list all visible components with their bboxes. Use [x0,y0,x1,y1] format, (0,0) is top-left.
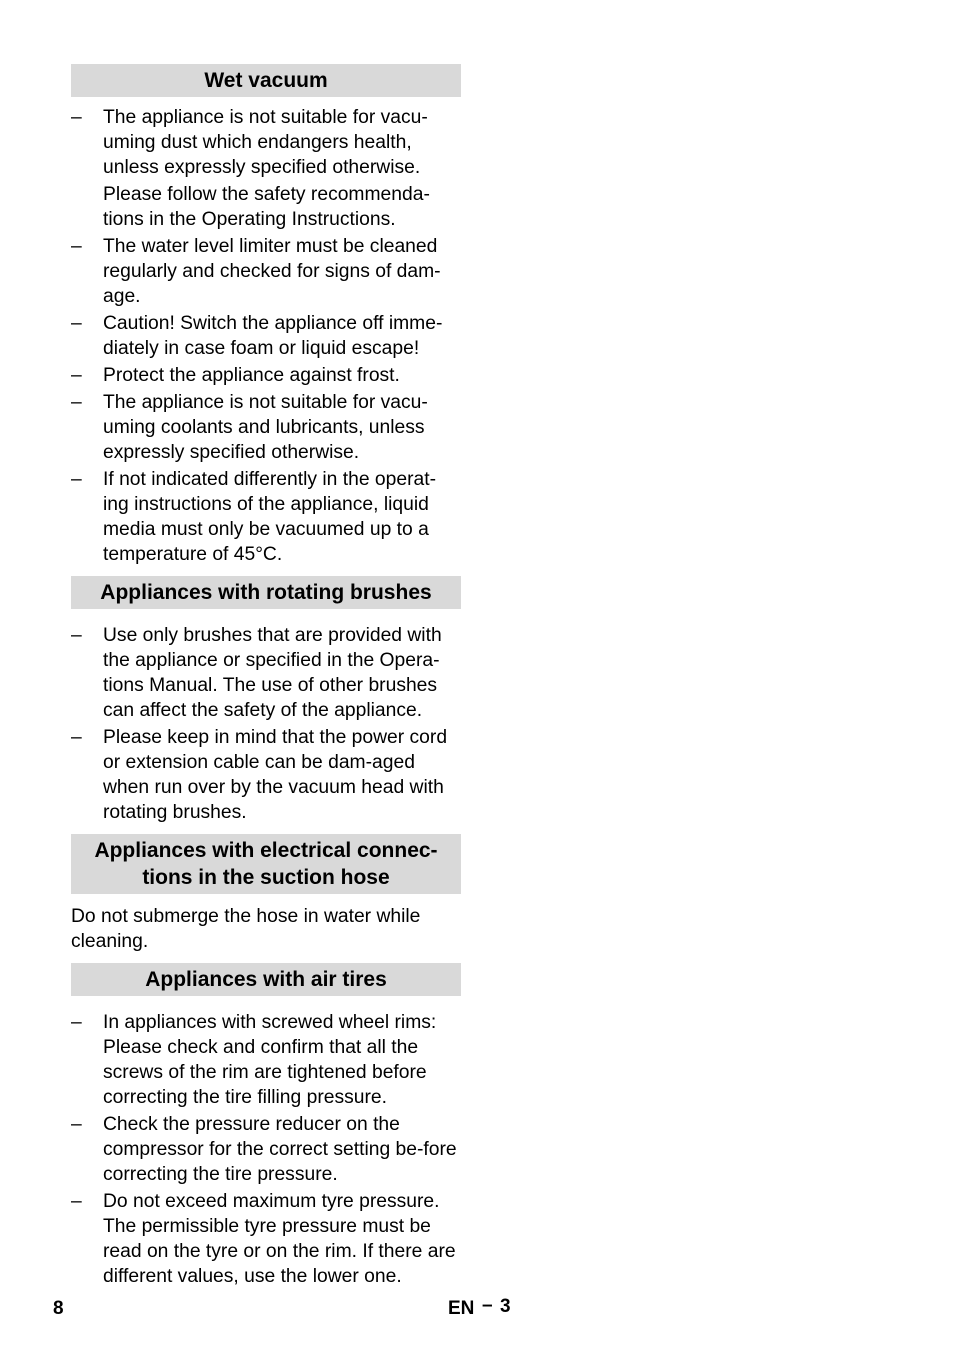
list-item-text: Do not exceed maximum tyre pressure. The permissible tyre pressure must be read on the tyre or on the rim. If there are different values, use the lower one. [103,1191,456,1287]
section-heading: Appliances with air tires [71,963,461,996]
list-item [71,105,461,232]
list-item-text: Caution! Switch the appliance off imme-diately in case foam or liquid escape! [103,313,443,359]
list-item [71,311,461,361]
bullet-list [71,105,461,567]
bullet-dash: – [71,392,82,413]
section-electrical-connections [71,834,461,954]
section-rotating-brushes [71,576,461,825]
bullet-dash: – [71,625,82,646]
list-item-text: Protect the appliance against frost. [103,365,400,386]
list-item [71,390,461,465]
section-heading: Appliances with rotating brushes [71,576,461,609]
bullet-dash: – [71,313,82,334]
bullet-dash: – [71,1191,82,1212]
list-item [71,467,461,567]
list-item-text: Please follow the safety recommenda-tions in the Operating Instructions. [103,184,430,230]
bullet-list [71,1010,461,1289]
bullet-dash: – [71,727,82,748]
list-item-text: In appliances with screwed wheel rims: Please check and confirm that all the screws of the rim are tightened before correcting the tire filling pressure. [103,1012,437,1108]
bullet-dash: – [71,469,82,490]
list-item-text: If not indicated differently in the operat-ing instructions of the appliance, liquid media must only be vacuumed up to a temperature of 45°C. [103,469,436,565]
bullet-dash: – [71,1114,82,1135]
section-wet-vacuum [71,64,461,567]
bullet-dash: – [71,236,82,257]
bullet-list [71,623,461,825]
list-item [71,363,461,388]
list-item-text: The appliance is not suitable for vacu-uming dust which endangers health, unless expressly specified otherwise. [103,107,428,178]
list-item [71,1010,461,1110]
section-heading: Wet vacuum [71,64,461,97]
list-item-text: Use only brushes that are provided with the appliance or specified in the Opera-tions Manual. The use of other brushes can affect the safety of the appliance. [103,625,442,721]
bullet-dash: – [71,365,82,386]
list-item [71,1189,461,1289]
list-item [71,623,461,723]
list-item-text: The appliance is not suitable for vacu-uming coolants and lubricants, unless expressly specified otherwise. [103,392,428,463]
list-item-text: The water level limiter must be cleaned regularly and checked for signs of dam-age. [103,236,441,307]
page-number: 8 [53,1298,64,1319]
section-heading: Appliances with electrical connec-tions in the suction hose [71,834,461,894]
list-item-text: Check the pressure reducer on the compressor for the correct setting be-fore correcting the tire pressure. [103,1114,457,1185]
footer-separator: – [482,1295,493,1316]
bullet-dash: – [71,107,82,128]
bullet-dash: – [71,1012,82,1033]
list-item [71,234,461,309]
list-item [71,1112,461,1187]
section-air-tires [71,963,461,1289]
list-item [71,725,461,825]
footer-sub-page: 3 [500,1296,511,1317]
footer-language: EN [448,1298,475,1319]
section-text: Do not submerge the hose in water while cleaning. [71,906,421,952]
content-column [71,64,461,1298]
list-item-text: Please keep in mind that the power cord or extension cable can be dam-aged when run over by the vacuum head with rotating brushes. [103,727,448,823]
